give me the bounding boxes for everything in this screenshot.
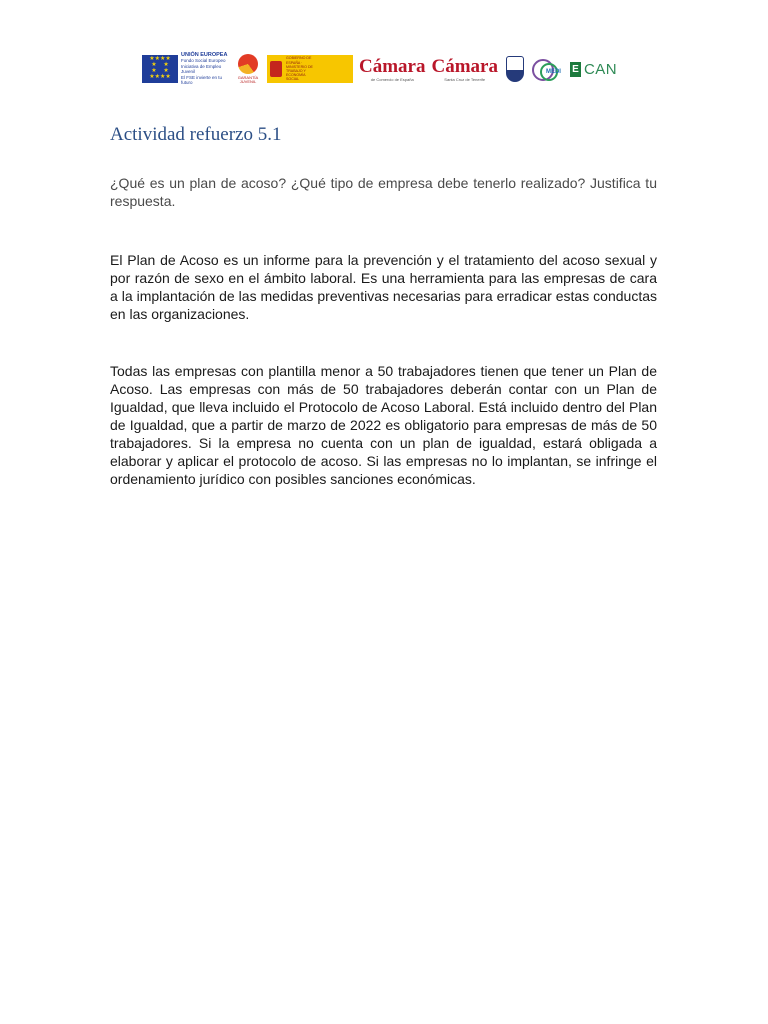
- eu-flag-icon: ★★★★ ★ ★ ★ ★ ★★★★: [142, 55, 178, 83]
- medi-logo: MEDI: [524, 46, 566, 92]
- garantia-juvenil-logo: GARANTÍA JUVENIL: [233, 46, 263, 92]
- gobierno-logo: GOBIERNO DE ESPAÑA · MINISTERIO DE TRABAJO Y ECONOMÍA SOCIAL: [263, 46, 353, 92]
- eu-logo-text: UNIÓN EUROPEA Fondo Social Europeo Iniciativa de Empleo Juvenil El FSE invierte en tu futuro: [181, 51, 228, 85]
- shield-icon: [506, 56, 524, 82]
- camara-espana-logo: Cámara de Comercio de España: [359, 55, 426, 82]
- camara-tenerife-logo: Cámara Santa Cruz de Tenerife: [431, 55, 498, 82]
- can-logo: E CAN: [570, 46, 617, 92]
- question-text: ¿Qué es un plan de acoso? ¿Qué tipo de empresa debe tenerlo realizado? Justifica tu respuesta.: [110, 175, 657, 209]
- answer-paragraph-1: El Plan de Acoso es un informe para la prevención y el tratamiento del acoso sexual y por razón de sexo en el ámbito laboral. Es una herramienta para las empresas de cara a la implantación de las medidas preventivas necesarias para erradicar estas conductas en las organizaciones.: [110, 252, 657, 322]
- answer-paragraph-2: Todas las empresas con plantilla menor a 50 trabajadores tienen que tener un Plan de Acoso. Las empresas con más de 50 trabajadores deberán contar con un Plan de Igualdad, que lleva incluido el Protocolo de Acoso Laboral. Está incluido dentro del Plan de Igualdad, que a partir de marzo de 2022 es obligatorio para empresas de más de 50 trabajadores. Si la empresa no cuenta con un plan de igualdad, estará obligada a elaborar y aplicar el protocolo de acoso. Si las empresas no lo implantan, se infringe el ordenamiento jurídico con posibles sanciones económicas.: [110, 363, 657, 487]
- logo-header: [138, 46, 632, 92]
- eu-logo: [138, 46, 233, 92]
- spain-crest-icon: [270, 61, 282, 77]
- page-title: Actividad refuerzo 5.1: [110, 124, 282, 145]
- cabildo-logo: [498, 46, 524, 92]
- garantia-juvenil-icon: [238, 54, 258, 74]
